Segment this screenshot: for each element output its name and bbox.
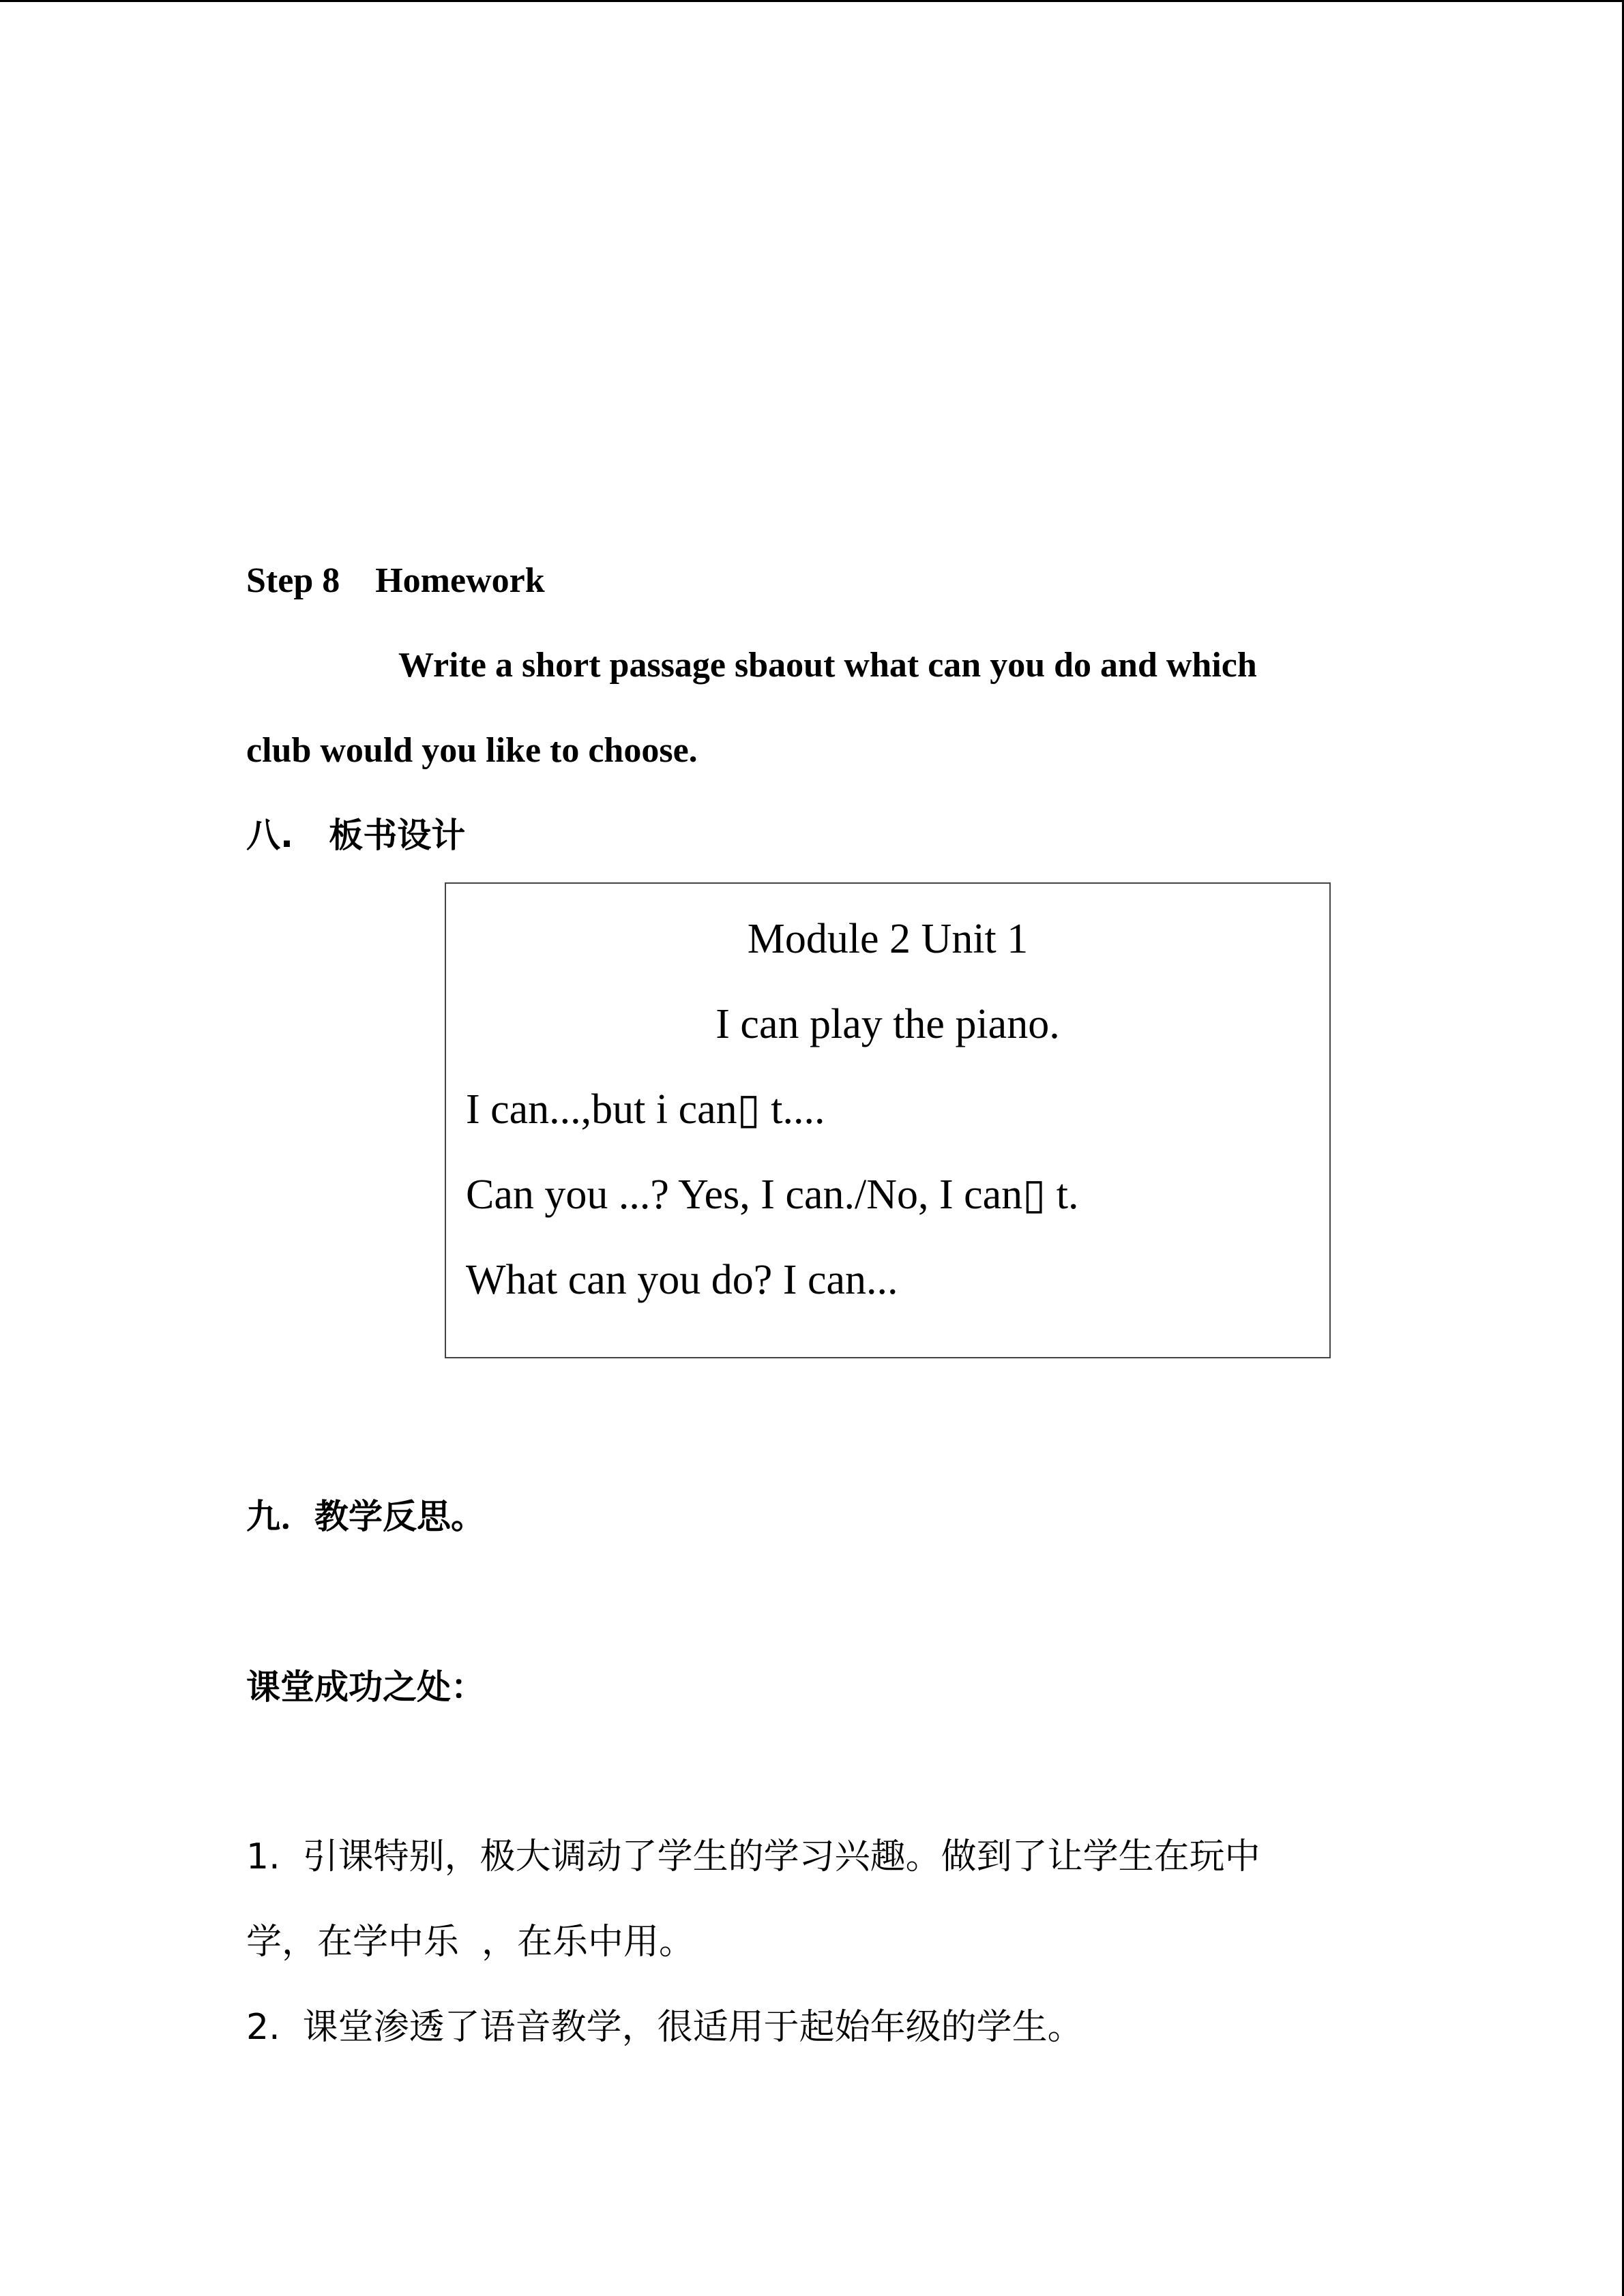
board-line: What can you do? I can... — [466, 1257, 898, 1303]
section-8-heading: 八. 板书设计 — [246, 816, 466, 855]
board-line: I can...,but i can▯ t.... — [466, 1086, 825, 1133]
board-subtitle: I can play the piano. — [715, 1001, 1060, 1047]
homework-instruction-line-2: club would you like to choose. — [246, 731, 698, 770]
reflection-item-1-line-1: 1. 引课特别，极大调动了学生的学习兴趣。做到了让学生在玩中 — [246, 1836, 1260, 1877]
section-9-heading: 九．教学反思。 — [246, 1497, 485, 1536]
board-line: Can you ...? Yes, I can./No, I can▯ t. — [466, 1172, 1079, 1218]
success-heading: 课堂成功之处： — [246, 1667, 485, 1707]
homework-instruction-line-1: Write a short passage sbaout what can you do and which — [398, 646, 1257, 685]
blackboard-design-box — [445, 882, 1331, 1358]
board-title: Module 2 Unit 1 — [747, 916, 1029, 962]
reflection-item-1-line-2: 学，在学中乐 ，在乐中用。 — [246, 1922, 695, 1963]
reflection-item-2-line-1: 2. 课堂渗透了语音教学，很适用于起始年级的学生。 — [246, 2007, 1083, 2048]
page-top-border — [0, 0, 1624, 2]
step-heading: Step 8 Homework — [246, 561, 545, 600]
